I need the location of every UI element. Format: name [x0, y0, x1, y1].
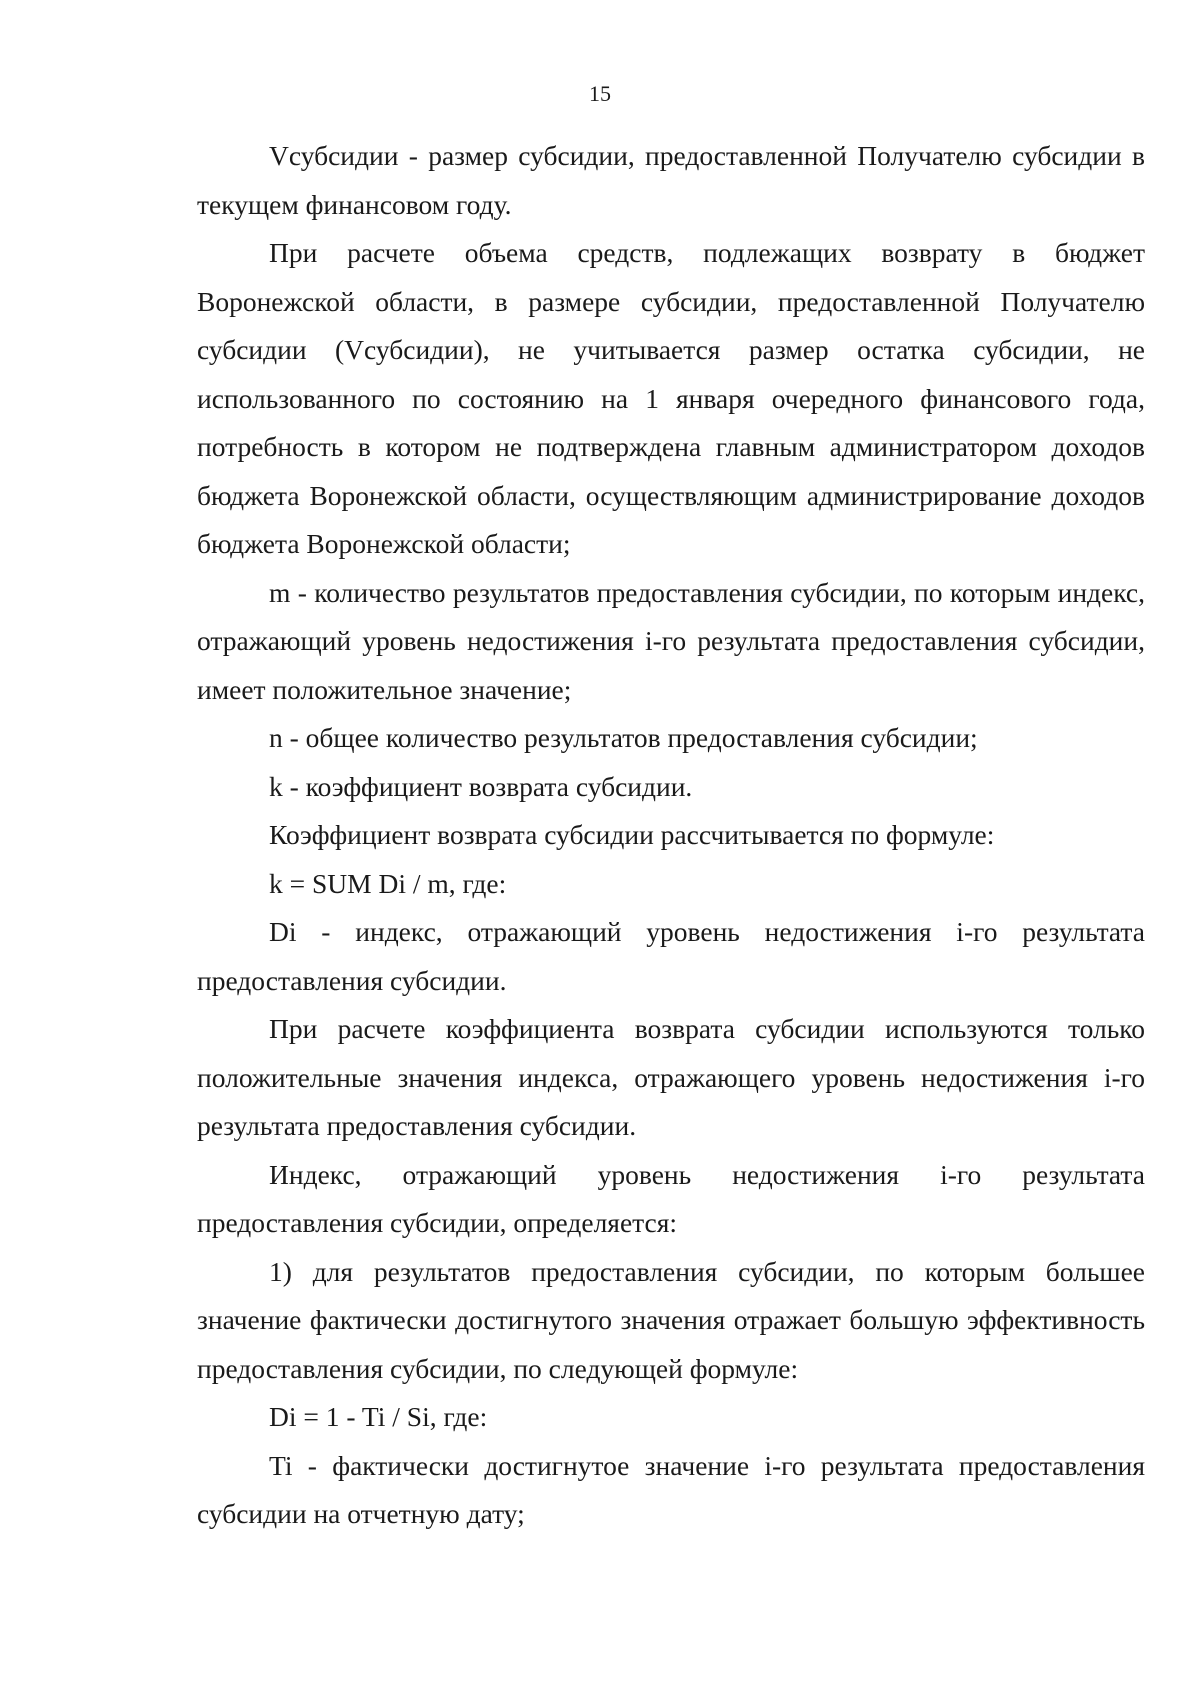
paragraph-di-definition: Di - индекс, отражающий уровень недостижения i-го результата предоставления субсидии. — [197, 916, 1145, 996]
paragraph-k-definition: k - коэффициент возврата субсидии. — [269, 770, 693, 802]
paragraph-k-formula-intro: Коэффициент возврата субсидии рассчитывается по формуле: — [269, 819, 995, 850]
paragraph-n-definition: n - общее количество результатов предоставления субсидии; — [269, 722, 978, 753]
paragraph-m-definition: m - количество результатов предоставления субсидии, по которым индекс, отражающий уровень недостижения i-го результата предоставления субсидии, имеет положительное значение; — [197, 576, 1145, 705]
paragraph-item-1: 1) для результатов предоставления субсидии, по которым большее значение фактически достигнутого значения отражает большую эффективность предоставления субсидии, по следующей формуле: — [197, 1255, 1145, 1384]
paragraph-index-determination: Индекс, отражающий уровень недостижения i-го результата предоставления субсидии, определяется: — [197, 1158, 1145, 1238]
paragraph-v-subsidy: Vсубсидии - размер субсидии, предоставленной Получателю субсидии в текущем финансовом году. — [197, 140, 1145, 220]
document-body — [197, 132, 1145, 1539]
paragraph-positive-values: При расчете коэффициента возврата субсидии используются только положительные значения индекса, отражающего уровень недостижения i-го результата предоставления субсидии. — [197, 1013, 1145, 1141]
paragraph-di-formula: Di = 1 - Ti / Si, где: — [269, 1401, 488, 1432]
page-number: 15 — [589, 81, 611, 106]
paragraph-k-formula: k = SUM Di / m, где: — [269, 867, 507, 899]
paragraph-refund-calculation: При расчете объема средств, подлежащих возврату в бюджет Воронежской области, в размере субсидии, предоставленной Получателю субсидии (Vсубсидии), не учитывается размер остатка субсидии, не использованного по состоянию на 1 января очередного финансового года, потребность в котором не подтверждена главным администратором доходов бюджета Воронежской области, осуществляющим администрирование доходов бюджета Воронежской области; — [197, 237, 1145, 559]
paragraph-ti-definition: Ti - фактически достигнутое значение i-го результата предоставления субсидии на отчетную дату; — [197, 1449, 1145, 1529]
